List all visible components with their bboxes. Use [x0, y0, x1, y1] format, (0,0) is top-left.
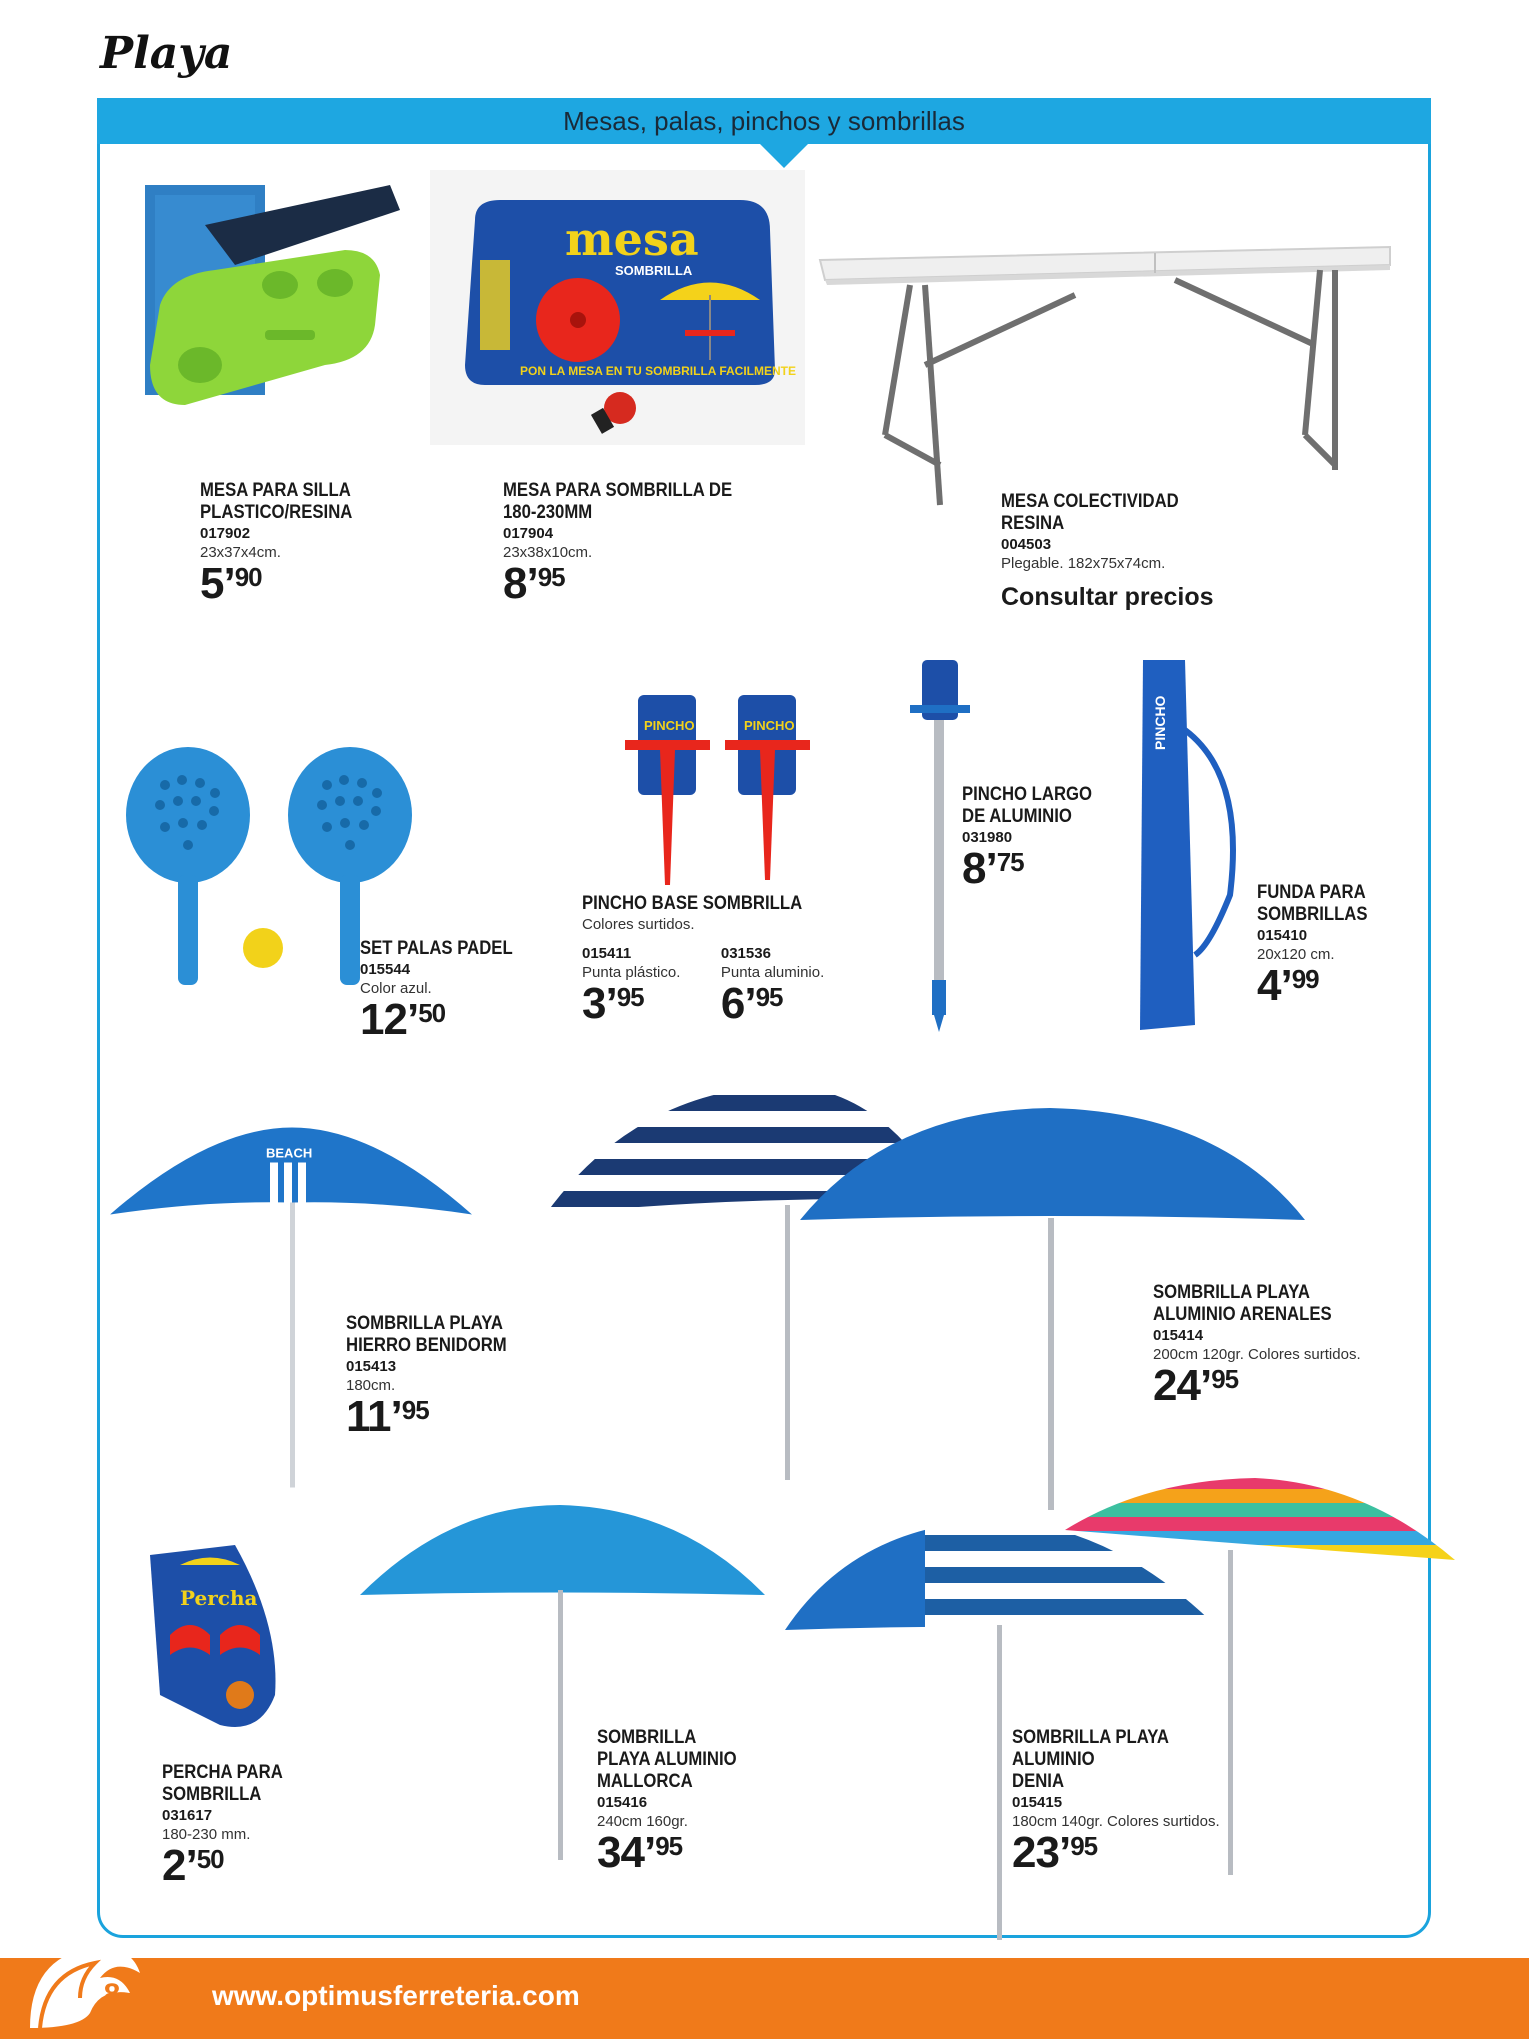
product-name: HIERRO BENIDORM	[346, 1335, 507, 1356]
product-name: DENIA	[1012, 1771, 1065, 1792]
product-desc: 23x37x4cm.	[200, 544, 281, 561]
svg-text:BEACH: BEACH	[266, 1145, 313, 1161]
category-banner: Mesas, palas, pinchos y sombrillas	[97, 98, 1431, 144]
product-mallorca	[597, 1727, 756, 1875]
product-name: PLASTICO/RESINA	[200, 502, 353, 523]
svg-text:SOMBRILLA: SOMBRILLA	[615, 263, 693, 278]
product-name: SOMBRILLA	[162, 1784, 262, 1805]
product-mesa-silla	[200, 480, 373, 606]
product-denia	[1012, 1727, 1220, 1875]
product-desc: Punta plástico.	[582, 964, 681, 981]
product-name: SOMBRILLA PLAYA	[346, 1313, 504, 1334]
wave-logo-icon	[20, 1918, 170, 2038]
product-code: 017904	[503, 525, 554, 542]
banner-pointer	[760, 144, 808, 168]
variant	[721, 944, 824, 1026]
product-name: DE ALUMINIO	[962, 806, 1072, 827]
product-code: 015414	[1153, 1327, 1204, 1344]
variant	[582, 944, 680, 1026]
product-price: 11’$^{95}$	[346, 1392, 429, 1441]
product-price: 23’$^{95}$	[1012, 1828, 1098, 1877]
consult-price-text: Consultar precios	[1001, 583, 1214, 611]
product-name: MESA PARA SOMBRILLA DE	[503, 480, 733, 501]
product-desc: Color azul.	[360, 980, 432, 997]
footer-bar	[0, 1958, 1529, 2039]
svg-text:PON LA MESA EN TU SOMBRILLA FA: PON LA MESA EN TU SOMBRILLA FACILMENTE	[520, 364, 796, 378]
package-brand-text: mesa	[565, 212, 699, 266]
pincho-base-image	[620, 695, 830, 890]
product-code: 031536	[720, 945, 771, 962]
product-price: 8’$^{95}$	[503, 559, 565, 608]
product-price: 2’$^{50}$	[162, 1841, 224, 1890]
section-title: Playa	[100, 28, 233, 79]
product-mesa-colectividad	[1001, 491, 1214, 612]
product-name: MESA PARA SILLA	[200, 480, 351, 501]
product-benidorm	[346, 1313, 529, 1439]
product-name: MESA COLECTIVIDAD	[1001, 491, 1179, 512]
product-desc: 180-230 mm.	[162, 1826, 251, 1843]
product-desc: 180cm.	[346, 1377, 396, 1394]
product-name: 180-230MM	[503, 502, 593, 523]
product-code: 017902	[200, 525, 251, 542]
funda-image	[1135, 655, 1250, 1035]
product-code: 015411	[582, 945, 632, 962]
product-palas-padel	[360, 938, 533, 1042]
product-code: 015413	[346, 1358, 397, 1375]
mesa-silla-image	[145, 165, 405, 415]
product-name: RESINA	[1001, 513, 1065, 534]
website-link[interactable]: www.optimusferreteria.com	[212, 1980, 580, 2011]
product-desc: Plegable. 182x75x74cm.	[1001, 555, 1166, 572]
product-funda	[1257, 882, 1383, 1008]
product-percha	[162, 1762, 299, 1888]
svg-text:PINCHO: PINCHO	[744, 718, 795, 733]
product-price: 6’$^{95}$	[720, 979, 783, 1028]
product-name: ALUMINIO ARENALES	[1153, 1304, 1332, 1325]
product-desc: 240cm 160gr.	[597, 1813, 688, 1830]
product-name: PINCHO LARGO	[962, 784, 1093, 805]
product-code: 015544	[360, 961, 411, 978]
product-pincho-base	[582, 893, 860, 1026]
product-mesa-sombrilla	[503, 480, 763, 606]
product-code: 015415	[1012, 1794, 1063, 1811]
product-code: 031980	[962, 829, 1013, 846]
product-name: SOMBRILLA PLAYA	[1012, 1727, 1170, 1748]
product-code: 004503	[1001, 536, 1052, 553]
product-name: SOMBRILLAS	[1257, 904, 1368, 925]
product-price: 12’$^{50}$	[360, 995, 446, 1044]
product-name: FUNDA PARA	[1257, 882, 1366, 903]
product-name: ALUMINIO	[1012, 1749, 1095, 1770]
product-desc: 23x38x10cm.	[503, 544, 593, 561]
product-code: 031617	[162, 1807, 213, 1824]
pincho-largo-image	[910, 660, 970, 1035]
product-name: PLAYA ALUMINIO	[597, 1749, 737, 1770]
svg-text:PINCHO: PINCHO	[1152, 695, 1168, 750]
mesa-colectividad-image	[815, 235, 1395, 515]
product-price: 34’$^{95}$	[597, 1828, 683, 1877]
product-name: SOMBRILLA	[597, 1727, 697, 1748]
product-name: SOMBRILLA PLAYA	[1153, 1282, 1311, 1303]
percha-package-image	[140, 1545, 285, 1735]
page-number: 8	[103, 1978, 121, 2011]
mesa-sombrilla-package-image	[430, 170, 805, 445]
product-desc: 200cm 120gr. Colores surtidos.	[1153, 1346, 1361, 1363]
product-pincho-largo	[962, 784, 1110, 891]
product-name: MALLORCA	[597, 1771, 693, 1792]
product-price: 24’$^{95}$	[1153, 1361, 1239, 1410]
product-price: 5’$^{90}$	[200, 559, 262, 608]
product-arenales	[1153, 1282, 1361, 1408]
svg-text:PINCHO: PINCHO	[644, 718, 695, 733]
product-desc: Colores surtidos.	[582, 916, 695, 933]
product-name: SET PALAS PADEL	[360, 938, 513, 959]
product-desc: 20x120 cm.	[1257, 946, 1335, 963]
product-code: 015416	[597, 1794, 648, 1811]
product-desc: Punta aluminio.	[720, 964, 825, 981]
product-price: 8’$^{75}$	[962, 844, 1024, 893]
product-code: 015410	[1257, 927, 1308, 944]
product-name: PINCHO BASE SOMBRILLA	[582, 893, 803, 914]
product-desc: 180cm 140gr. Colores surtidos.	[1012, 1813, 1220, 1830]
product-name: PERCHA PARA	[162, 1762, 283, 1783]
product-price: 4’$^{99}$	[1257, 961, 1319, 1010]
svg-text:Percha: Percha	[180, 1586, 258, 1610]
product-price: 3’$^{95}$	[582, 979, 644, 1028]
